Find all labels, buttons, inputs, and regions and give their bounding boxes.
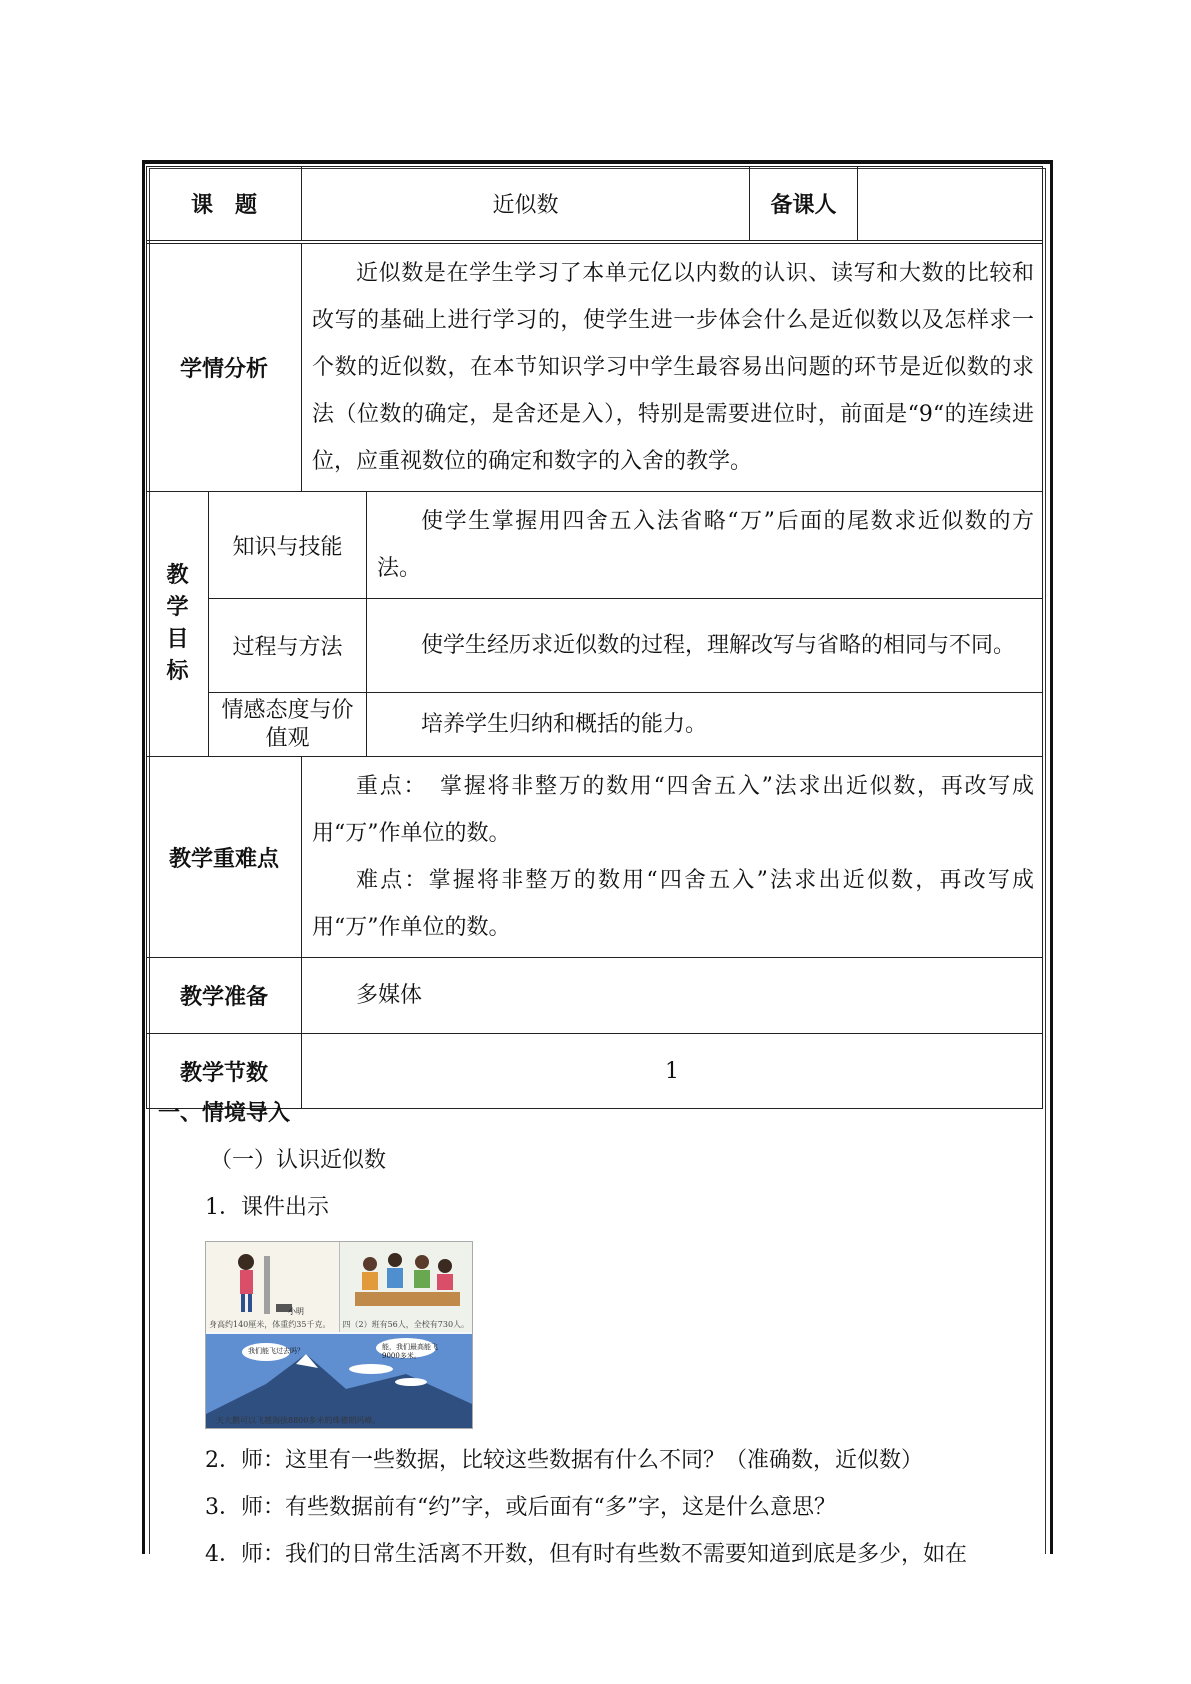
subsection-title: （一）认识近似数 (210, 1148, 387, 1173)
preparation-label: 教学准备 (147, 958, 302, 1034)
difficult-point-text: 难点：掌握将非整万的数用“四舍五入”法求出近似数，再改写成用“万”作单位的数。 (312, 868, 1035, 940)
student-illustration (206, 1242, 338, 1332)
caption-right: 四（2）班有56人，全校有730人。 (342, 1320, 470, 1329)
preparation-value: 多媒体 (356, 983, 423, 1008)
analysis-text: 近似数是在学生学习了本单元亿以内数的认识、读写和大数的比较和改写的基础上进行学习的，使学生进一步体会什么是近似数以及怎样求一个数的近似数，在本节知识学习中学生最容易出问题的环节是近似数的求法（位数的确定，是舍还是入），特别是需要进位时，前面是“9“的连续进位，应重视数位的确定和数字的入舍的教学。 (312, 261, 1035, 474)
analysis-label: 学情分析 (147, 244, 302, 492)
step-2: 2．师：这里有一些数据，比较这些数据有什么不同？（准确数，近似数） (205, 1448, 923, 1473)
name-tag: 小明 (288, 1307, 304, 1316)
objective-text-process: 使学生经历求近似数的过程，理解改写与省略的相同与不同。 (421, 633, 1016, 658)
preparation-row (147, 958, 1043, 1034)
keypoints-cell (302, 757, 1043, 958)
objective-row-2 (147, 599, 1043, 693)
figure-panel-student (206, 1242, 340, 1332)
objective-text-attitude: 培养学生归纳和概括的能力。 (421, 712, 708, 737)
objective-text-attitude-cell (367, 693, 1043, 757)
keypoints-label: 教学重难点 (147, 757, 302, 958)
classroom-illustration (340, 1242, 473, 1332)
figure-panel-mountain (206, 1334, 472, 1428)
preparer-value (858, 167, 1043, 241)
objective-text-knowledge: 使学生掌握用四舍五入法省略“万”后面的尾数求近似数的方法。 (377, 509, 1035, 581)
objective-row-1 (147, 492, 1043, 599)
objective-label-process: 过程与方法 (209, 599, 367, 693)
preparer-label: 备课人 (750, 167, 858, 241)
step-3: 3．师：有些数据前有“约”字，或后面有“多”字，这是什么意思？ (205, 1495, 836, 1520)
step-4: 4．师：我们的日常生活离不开数，但有时有些数不需要知道到底是多少，如在 (205, 1542, 967, 1567)
step-1: 1．课件出示 (205, 1195, 329, 1220)
topic-value: 近似数 (302, 167, 750, 241)
topic-label: 课 题 (147, 167, 302, 241)
objective-label-attitude: 情感态度与价值观 (209, 693, 367, 757)
keypoints-row (147, 757, 1043, 958)
lesson-plan-table (146, 166, 1043, 1109)
speech-bubble-left: 我们能飞过去吗？ (248, 1347, 304, 1355)
courseware-image (205, 1241, 473, 1429)
analysis-row (147, 244, 1043, 492)
speech-bubble-right: 能，我们最高能飞9000多米。 (382, 1343, 438, 1360)
teaching-process (150, 1090, 1040, 1578)
section-title: 一、情境导入 (158, 1101, 291, 1126)
figure-panel-classroom (340, 1242, 473, 1332)
objective-row-3 (147, 693, 1043, 757)
periods-value: 1 (302, 1034, 1043, 1109)
caption-bottom: 天大鹅可以飞越海拔8800多米的珠穆朗玛峰。 (216, 1416, 381, 1425)
header-row (147, 167, 1043, 241)
preparation-cell (302, 958, 1043, 1034)
objective-text-knowledge-cell (367, 492, 1043, 599)
caption-left: 身高约140厘米，体重约35千克。 (209, 1320, 331, 1329)
objective-label-knowledge: 知识与技能 (209, 492, 367, 599)
objectives-label: 教 学 目 标 (147, 492, 209, 757)
periods-label: 教学节数 (147, 1034, 302, 1109)
key-point-text: 重点： 掌握将非整万的数用“四舍五入”法求出近似数，再改写成用“万”作单位的数。 (312, 774, 1035, 846)
analysis-text-cell (302, 244, 1043, 492)
objective-text-process-cell (367, 599, 1043, 693)
